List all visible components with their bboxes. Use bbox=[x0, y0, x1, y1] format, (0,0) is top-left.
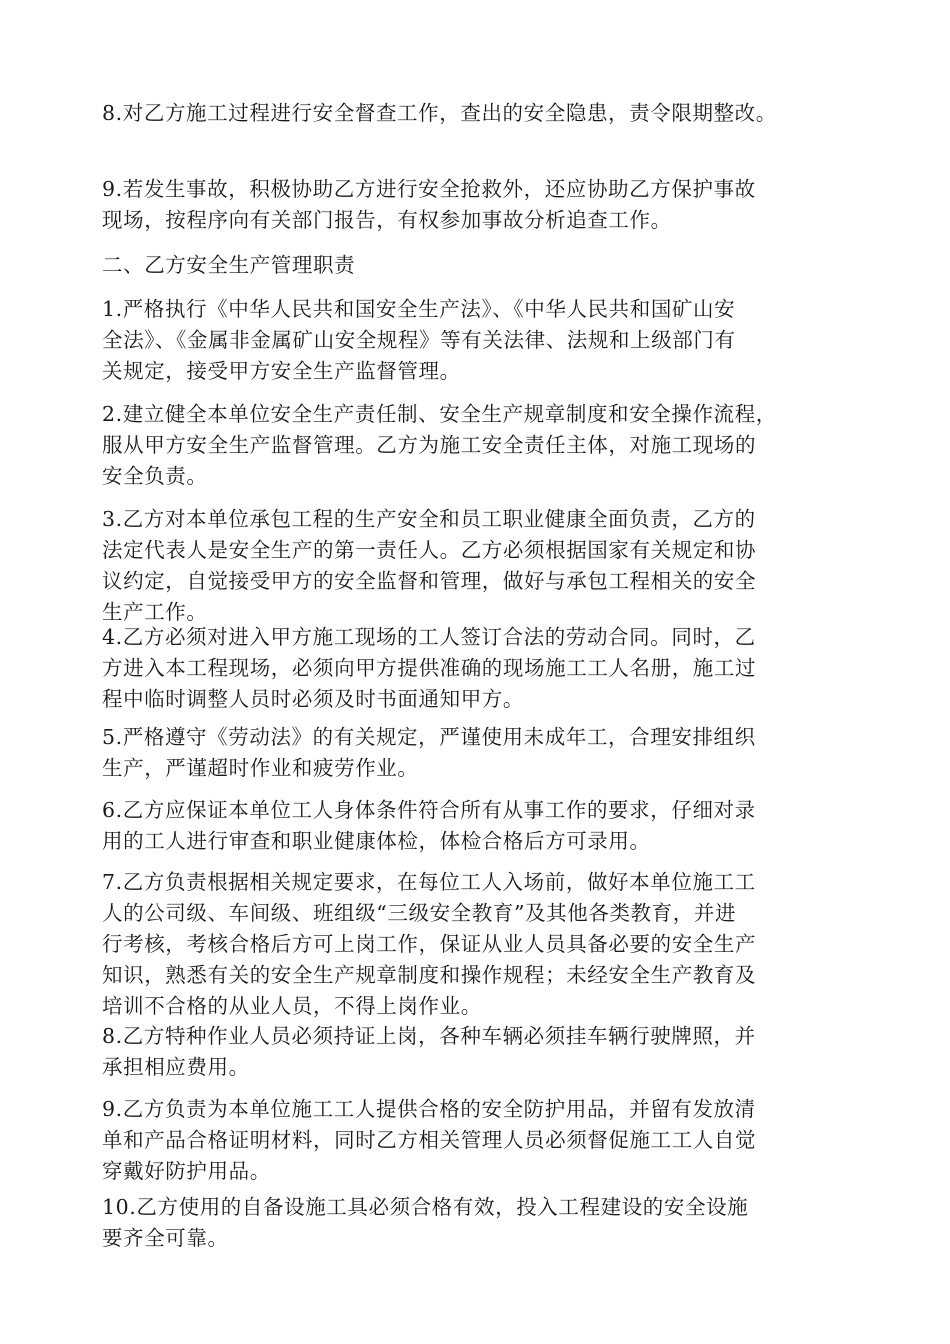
section-heading-party-b: 二、乙方安全生产管理职责 bbox=[102, 253, 356, 277]
paragraph-party-b-item-8: 8.乙方特种作业人员必须持证上岗，各种车辆必须挂车辆行驶牌照，并 承担相应费用。 bbox=[102, 1024, 756, 1079]
paragraph-party-b-item-3: 3.乙方对本单位承包工程的生产安全和员工职业健康全面负责，乙方的 法定代表人是安全生产的第一责任人。乙方必须根据国家有关规定和协 议约定，自觉接受甲方的安全监督和管理，做好与承包工程相关的安全 生产工作。 bbox=[102, 507, 757, 624]
paragraph-party-b-item-5: 5.严格遵守《劳动法》的有关规定，严谨使用未成年工，合理安排组织 生产，严谨超时作业和疲劳作业。 bbox=[102, 725, 756, 780]
paragraph-party-a-item-9: 9.若发生事故，积极协助乙方进行安全抢救外，还应协助乙方保护事故 现场，按程序向有关部门报告，有权参加事故分析追查工作。 bbox=[102, 177, 756, 232]
paragraph-party-b-item-6: 6.乙方应保证本单位工人身体条件符合所有从事工作的要求，仔细对录 用的工人进行审查和职业健康体检，体检合格后方可录用。 bbox=[102, 798, 756, 853]
paragraph-party-b-item-10: 10.乙方使用的自备设施工具必须合格有效，投入工程建设的安全设施 要齐全可靠。 bbox=[102, 1195, 749, 1250]
paragraph-party-b-item-7: 7.乙方负责根据相关规定要求，在每位工人入场前，做好本单位施工工 人的公司级、车间级、班组级“三级安全教育”及其他各类教育，并进 行考核，考核合格后方可上岗工作，保证从业人员具备必要的安全生产 知识，熟悉有关的安全生产规章制度和操作规程；未经安全生产教育及 培训不合格的从业人员，不得上岗作业。 bbox=[102, 870, 757, 1018]
paragraph-party-b-item-1: 1.严格执行《中华人民共和国安全生产法》、《中华人民共和国矿山安 全法》、《金属非金属矿山安全规程》等有关法律、法规和上级部门有 关规定，接受甲方安全生产监督管理。 bbox=[102, 297, 736, 383]
paragraph-party-b-item-4: 4.乙方必须对进入甲方施工现场的工人签订合法的劳动合同。同时，乙 方进入本工程现场，必须向甲方提供准确的现场施工工人名册，施工过 程中临时调整人员时必须及时书面通知甲方。 bbox=[102, 625, 757, 711]
paragraph-party-a-item-8: 8.对乙方施工过程进行安全督查工作，查出的安全隐患，责令限期整改。 bbox=[102, 101, 777, 125]
paragraph-party-b-item-2: 2.建立健全本单位安全生产责任制、安全生产规章制度和安全操作流程， 服从甲方安全生产监督管理。乙方为施工安全责任主体，对施工现场的 安全负责。 bbox=[102, 402, 777, 488]
paragraph-party-b-item-9: 9.乙方负责为本单位施工工人提供合格的安全防护用品，并留有发放清 单和产品合格证明材料，同时乙方相关管理人员必须督促施工工人自觉 穿戴好防护用品。 bbox=[102, 1097, 757, 1183]
